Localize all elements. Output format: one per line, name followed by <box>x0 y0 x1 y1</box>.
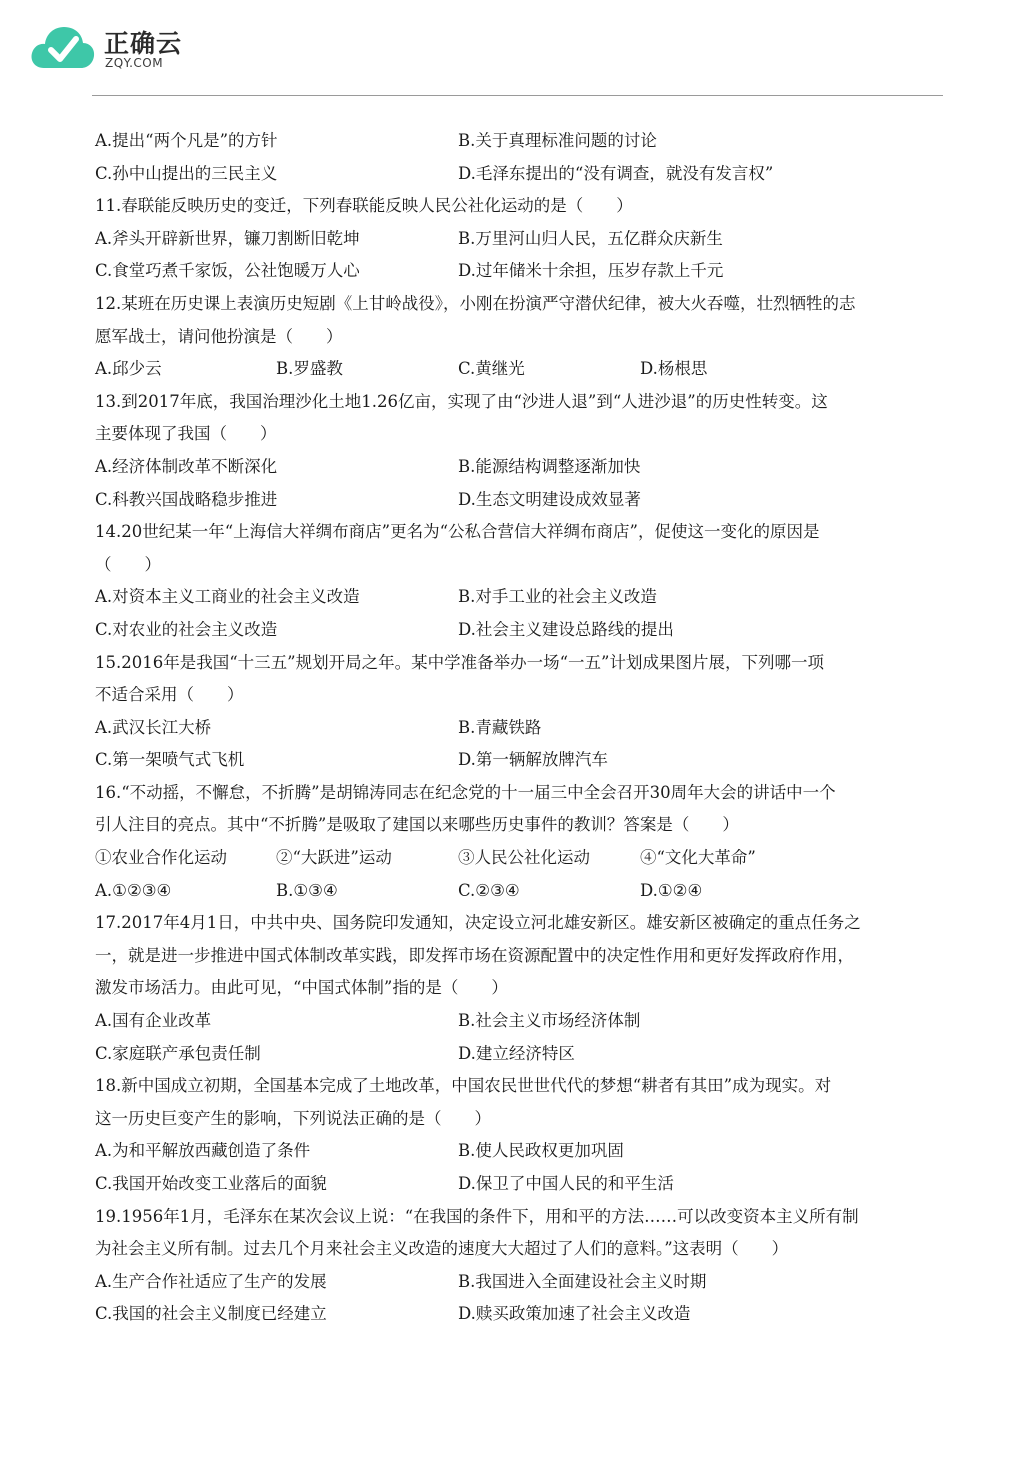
option-c: C.我国开始改变工业落后的面貌 <box>95 1174 327 1193</box>
cloud-check-logo-icon <box>30 22 96 74</box>
option-d: D.第一辆解放牌汽车 <box>458 750 608 770</box>
option-row <box>95 353 940 386</box>
question-text: 不适合采用（ ） <box>95 685 244 705</box>
option-b: B.万里河山归人民，五亿群众庆新生 <box>458 228 723 248</box>
question-text: 愿军战士，请问他扮演是（ ） <box>95 326 343 346</box>
header-divider <box>92 95 943 96</box>
item-2: ②“大跃进”运动 <box>276 848 392 868</box>
question-11-stem <box>95 190 940 223</box>
option-row <box>95 1266 940 1299</box>
option-c: C.②③④ <box>458 880 520 900</box>
question-15-stem-cont <box>95 679 940 712</box>
option-b: B.能源结构调整逐渐加快 <box>458 456 641 476</box>
question-19-stem-cont <box>95 1233 940 1266</box>
question-text: 一，就是进一步推进中国式体制改革实践，即发挥市场在资源配置中的决定性作用和更好发挥政府作用， <box>95 945 854 965</box>
option-row <box>95 1005 940 1038</box>
option-row <box>95 158 940 191</box>
option-d: D.过年储米十余担，压岁存款上千元 <box>458 261 724 281</box>
option-d: D.生态文明建设成效显著 <box>458 489 641 509</box>
option-row <box>95 1168 940 1201</box>
question-text: 18.新中国成立初期，全国基本完成了土地改革，中国农民世世代代的梦想“耕者有其田”成为现实。对 <box>95 1076 832 1096</box>
item-3: ③人民公社化运动 <box>458 848 590 868</box>
option-row <box>95 712 940 745</box>
option-c: C.家庭联产承包责任制 <box>95 1043 261 1063</box>
question-text: 14.20世纪某一年“上海信大祥绸布商店”更名为“公私合营信大祥绸布商店”，促使这一变化的原因是 <box>95 522 820 542</box>
option-a: A.提出“两个凡是”的方针 <box>95 131 278 150</box>
question-text: 13.到2017年底，我国治理沙化土地1.26亿亩，实现了由“沙进人退”到“人进沙退”的历史性转变。这 <box>95 391 828 411</box>
option-row <box>95 1298 940 1331</box>
option-d: D.建立经济特区 <box>458 1043 575 1063</box>
option-row <box>95 1038 940 1071</box>
option-row <box>95 581 940 614</box>
option-a: A.邱少云 <box>95 359 162 379</box>
option-b: B.青藏铁路 <box>458 717 542 737</box>
question-13-stem-cont <box>95 418 940 451</box>
option-row <box>95 744 940 777</box>
option-row <box>95 614 940 647</box>
option-a: A.国有企业改革 <box>95 1011 212 1031</box>
option-a: A.生产合作社适应了生产的发展 <box>95 1271 327 1291</box>
option-c: C.孙中山提出的三民主义 <box>95 163 278 183</box>
brand-name: 正确云 <box>104 29 183 58</box>
question-18-stem <box>95 1070 940 1103</box>
question-text: 16.“不动摇，不懈怠，不折腾”是胡锦涛同志在纪念党的十一届三中全会召开30周年大会的讲话中一个 <box>95 782 836 802</box>
question-text: 引人注目的亮点。其中“不折腾”是吸取了建国以来哪些历史事件的教训？答案是（ ） <box>95 815 739 835</box>
question-15-stem <box>95 647 940 680</box>
question-text: 11.春联能反映历史的变迁，下列春联能反映人民公社化运动的是（ ） <box>95 196 633 216</box>
question-18-stem-cont <box>95 1103 940 1136</box>
option-b: B.使人民政权更加巩固 <box>458 1141 624 1161</box>
option-c: C.我国的社会主义制度已经建立 <box>95 1304 327 1324</box>
option-c: C.黄继光 <box>458 359 525 379</box>
option-row <box>95 451 940 484</box>
option-b: B.关于真理标准问题的讨论 <box>458 131 657 150</box>
question-16-stem <box>95 777 940 810</box>
option-b: B.社会主义市场经济体制 <box>458 1011 641 1031</box>
option-row <box>95 125 940 158</box>
question-12-stem <box>95 288 940 321</box>
question-content <box>95 125 940 1331</box>
option-a: A.对资本主义工商业的社会主义改造 <box>95 587 360 607</box>
option-b: B.我国进入全面建设社会主义时期 <box>458 1271 707 1291</box>
option-a: A.①②③④ <box>95 880 172 900</box>
question-text: 为社会主义所有制。过去几个月来社会主义改造的速度大大超过了人们的意料。”这表明（ ） <box>95 1239 789 1259</box>
option-c: C.食堂巧煮千家饭，公社饱暖万人心 <box>95 261 360 281</box>
question-text: （ ） <box>95 554 161 574</box>
option-row <box>95 255 940 288</box>
option-c: C.第一架喷气式飞机 <box>95 750 245 770</box>
option-d: D.赎买政策加速了社会主义改造 <box>458 1304 691 1324</box>
option-row <box>95 1135 940 1168</box>
question-14-stem <box>95 516 940 549</box>
item-1: ①农业合作化运动 <box>95 848 227 868</box>
question-17-stem-cont <box>95 972 940 1005</box>
option-d: D.杨根思 <box>640 359 708 379</box>
option-c: C.科教兴国战略稳步推进 <box>95 489 278 509</box>
question-17-stem <box>95 907 940 940</box>
option-b: B.对手工业的社会主义改造 <box>458 587 657 607</box>
question-text: 19.1956年1月，毛泽东在某次会议上说：“在我国的条件下，用和平的方法……可以改变资本主义所有制 <box>95 1206 859 1226</box>
option-d: D.毛泽东提出的“没有调查，就没有发言权” <box>458 163 774 183</box>
option-row <box>95 223 940 256</box>
item-4: ④“文化大革命” <box>640 848 756 868</box>
question-17-stem-cont <box>95 940 940 973</box>
question-text: 17.2017年4月1日，中共中央、国务院印发通知，决定设立河北雄安新区。雄安新区被确定的重点任务之 <box>95 913 861 933</box>
option-d: D.①②④ <box>640 880 703 900</box>
question-14-stem-cont <box>95 549 940 582</box>
question-text: 15.2016年是我国“十三五”规划开局之年。某中学准备举办一场“一五”计划成果图片展，下列哪一项 <box>95 652 824 672</box>
option-a: A.武汉长江大桥 <box>95 717 212 737</box>
option-b: B.罗盛教 <box>276 359 343 379</box>
option-d: D.保卫了中国人民的和平生活 <box>458 1174 674 1193</box>
question-text: 12.某班在历史课上表演历史短剧《上甘岭战役》，小刚在扮演严守潜伏纪律，被大火吞噬，壮烈牺牲的志 <box>95 293 856 313</box>
option-b: B.①③④ <box>276 880 338 900</box>
option-row <box>95 875 940 908</box>
question-19-stem <box>95 1201 940 1234</box>
question-text: 这一历史巨变产生的影响，下列说法正确的是（ ） <box>95 1108 491 1128</box>
option-row <box>95 484 940 517</box>
option-a: A.为和平解放西藏创造了条件 <box>95 1141 311 1161</box>
question-16-items <box>95 842 940 875</box>
question-12-stem-cont <box>95 321 940 354</box>
option-c: C.对农业的社会主义改造 <box>95 619 278 639</box>
question-text: 激发市场活力。由此可见，“中国式体制”指的是（ ） <box>95 978 508 998</box>
option-a: A.斧头开辟新世界，镰刀割断旧乾坤 <box>95 228 360 248</box>
option-d: D.社会主义建设总路线的提出 <box>458 619 674 639</box>
header <box>30 20 330 76</box>
brand-domain: ZQY.COM <box>105 56 164 70</box>
question-13-stem <box>95 386 940 419</box>
question-16-stem-cont <box>95 809 940 842</box>
question-text: 主要体现了我国（ ） <box>95 424 277 444</box>
option-a: A.经济体制改革不断深化 <box>95 456 278 476</box>
